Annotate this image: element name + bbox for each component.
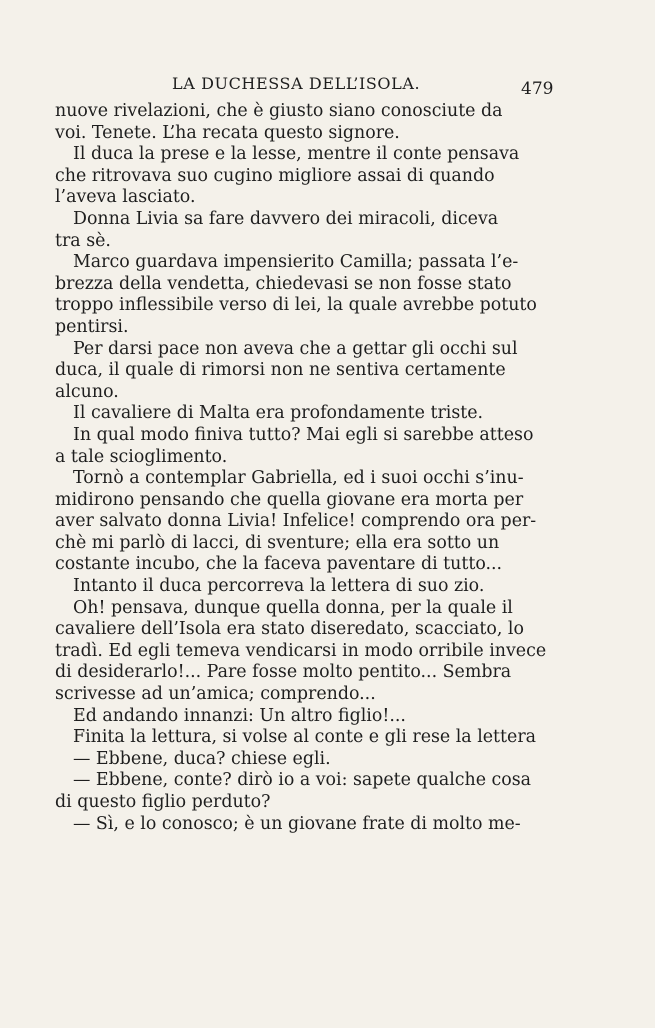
paragraph: — Sì, e lo conosco; è un giovane frate di molto me- <box>73 813 521 834</box>
paragraph: Intanto il duca percorreva la lettera di suo zio. <box>73 576 485 597</box>
paragraph: nuove rivelazioni, che è giusto siano conosciute da voi. Tenete. L’ha recata questo signore. <box>55 101 503 143</box>
paragraph: Donna Livia sa fare davvero dei miracoli, diceva tra sè. <box>55 208 499 251</box>
paragraph: Il duca la prese e la lesse, mentre il conte pensava che ritrovava suo cugino migliore assai di quando l’aveva lasciato. <box>55 144 520 208</box>
paragraph: — Ebbene, conte? dirò io a voi: sapete qualche cosa di questo figlio perduto? <box>55 770 532 812</box>
paragraph: Tornò a contemplar Gabriella, ed i suoi occhi s’inu- midirono pensando che quella giovane era morta per aver salvato donna Livia! Infelice! comprendo ora per- chè mi parlò di lacci, di sventure; ella era sotto un costante incubo, che la faceva paventare di tutto... <box>55 468 537 575</box>
paragraph: Marco guardava impensierito Camilla; passata l’e- brezza della vendetta, chiedevasi se non fosse stato troppo inflessibile verso di lei, la quale avrebbe potuto pentirsi. <box>55 252 537 337</box>
paragraph: In qual modo finiva tutto? Mai egli si sarebbe atteso a tale scioglimento. <box>55 424 534 467</box>
body-text <box>55 101 555 835</box>
paragraph: Finita la lettura, si volse al conte e gli rese la lettera <box>73 727 537 748</box>
paragraph: Oh! pensava, dunque quella donna, per la quale il cavaliere dell’Isola era stato diseredato, scacciato, lo tradì. Ed egli temeva vendicarsi in modo orribile invece di desiderarlo!... Pare fosse molto pentito... Sembra scrivesse ad un’amica; comprendo... <box>55 597 547 705</box>
page-number: 479 <box>521 79 554 99</box>
paragraph: — Ebbene, duca? chiese egli. <box>73 748 331 769</box>
running-title: LA DUCHESSA DELL’ISOLA. <box>172 74 421 93</box>
paragraph: Il cavaliere di Malta era profondamente triste. <box>73 403 484 424</box>
paragraph: Per darsi pace non aveva che a gettar gli occhi sul duca, il quale di rimorsi non ne sentiva certamente alcuno. <box>55 338 518 402</box>
paragraph: Ed andando innanzi: Un altro figlio!... <box>73 705 406 726</box>
